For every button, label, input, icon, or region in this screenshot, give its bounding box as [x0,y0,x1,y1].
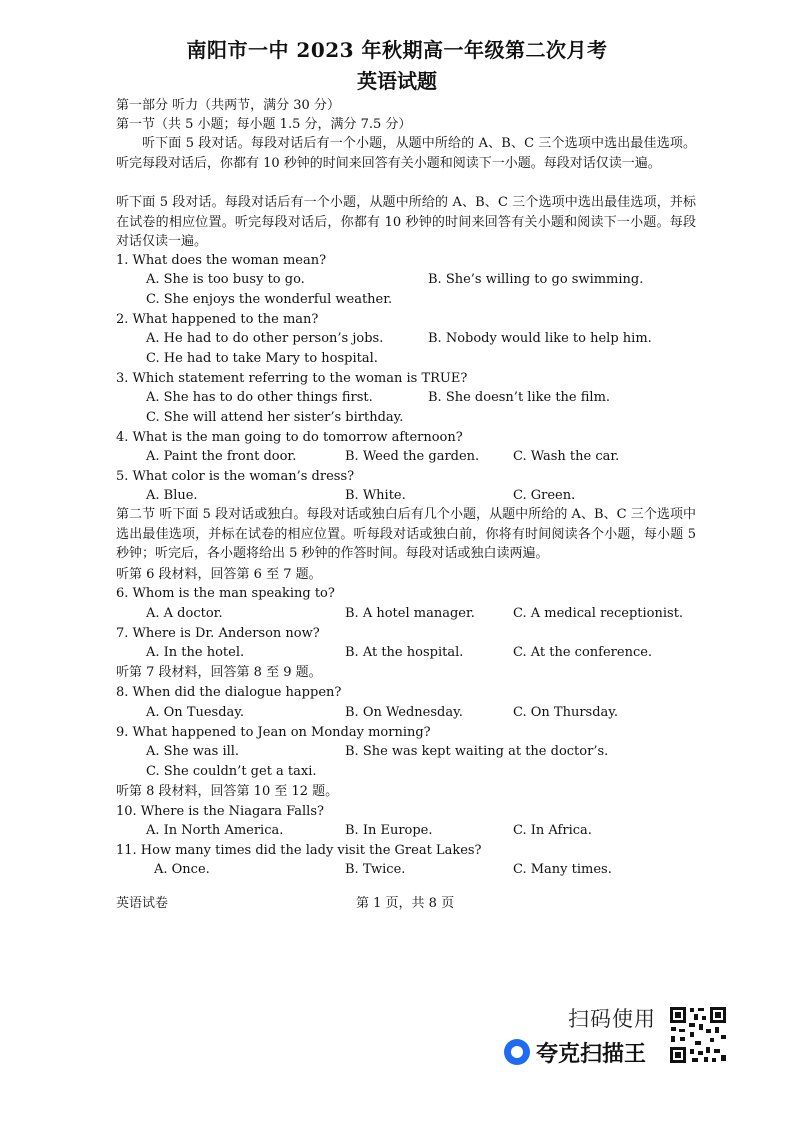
app-name: 夸克扫描王 [536,1042,647,1067]
option-c: C. In Africa. [513,823,592,838]
option-b: B. She was kept waiting at the doctor’s. [345,744,609,759]
question-stem: 1. What does the woman mean? [116,253,327,268]
option-b: B. At the hospital. [345,645,464,660]
option-b: B. A hotel manager. [345,606,475,621]
exam-title: 南阳市一中 2023 年秋期高一年级第二次月考 [186,38,608,62]
option-a: A. She has to do other things first. [146,390,373,405]
option-b: B. Nobody would like to help him. [428,331,652,346]
question-stem: 7. Where is Dr. Anderson now? [116,626,320,641]
scan-label: 扫码使用 [568,1007,656,1031]
option-a: A. She is too busy to go. [146,272,305,287]
exam-subtitle: 英语试题 [357,69,437,93]
question-stem: 9. What happened to Jean on Monday morning? [116,725,431,740]
option-a: A. In North America. [146,823,284,838]
question-stem: 5. What color is the woman’s dress? [116,469,355,484]
option-b: B. In Europe. [345,823,433,838]
option-c: C. A medical receptionist. [513,606,684,621]
option-c: C. On Thursday. [513,705,619,720]
option-b: B. She’s willing to go swimming. [428,272,644,287]
section1-instructions-a: 听下面 5 段对话。每段对话后有一个小题，从题中所给的 A、B、C 三个选项中选出最佳选项。听完每段对话后，你都有 10 秒钟的时间来回答有关小题和阅读下一小题。每段对话仅读一遍。 [116,136,696,171]
option-c: C. He had to take Mary to hospital. [146,351,378,366]
option-c: C. She couldn’t get a taxi. [146,764,317,779]
question-stem: 4. What is the man going to do tomorrow afternoon? [116,430,463,445]
option-a: A. On Tuesday. [146,705,245,720]
quark-logo-icon [504,1039,530,1065]
option-a: A. He had to do other person’s jobs. [146,331,384,346]
question-stem: 6. Whom is the man speaking to? [116,586,335,601]
question-stem: 10. Where is the Niagara Falls? [116,804,324,819]
option-b: B. Weed the garden. [345,449,480,464]
question-stem: 8. When did the dialogue happen? [116,685,342,700]
option-a: A. A doctor. [146,606,223,621]
material-heading: 听第 6 段材料，回答第 6 至 7 题。 [116,567,322,582]
part1-heading: 第一部分 听力（共两节，满分 30 分） [116,98,340,113]
option-a: A. Blue. [146,488,198,503]
qr-code-icon [668,1005,728,1065]
option-a: A. In the hotel. [146,645,245,660]
option-c: C. Many times. [513,862,612,877]
question-stem: 2. What happened to the man? [116,312,319,327]
option-b: B. Twice. [345,862,406,877]
material-heading: 听第 8 段材料，回答第 10 至 12 题。 [116,784,339,799]
section1-instructions-b: 听下面 5 段对话。每段对话后有一个小题，从题中所给的 A、B、C 三个选项中选出最佳选项，并标在试卷的相应位置。听完每段对话后，你都有 10 秒钟的时间来回答有关小题和阅读下一小题。每段对话仅读一遍。 [116,195,696,249]
option-a: A. Paint the front door. [146,449,297,464]
option-c: C. Wash the car. [513,449,620,464]
question-stem: 3. Which statement referring to the woman is TRUE? [116,371,468,386]
section1-heading: 第一节（共 5 小题；每小题 1.5 分，满分 7.5 分） [116,117,412,132]
question-stem: 11. How many times did the lady visit the Great Lakes? [116,843,482,858]
option-c: C. She will attend her sister’s birthday. [146,410,404,425]
option-b: B. White. [345,488,406,503]
option-a: A. Once. [154,862,210,877]
option-b: B. On Wednesday. [345,705,463,720]
option-b: B. She doesn’t like the film. [428,390,611,405]
option-c: C. She enjoys the wonderful weather. [146,292,393,307]
option-a: A. She was ill. [146,744,240,759]
footer-subject: 英语试卷 [116,896,169,911]
material-heading: 听第 7 段材料，回答第 8 至 9 题。 [116,665,322,680]
section2-instructions: 第二节 听下面 5 段对话或独白。每段对话或独白后有几个小题，从题中所给的 A、B、C 三个选项中选出最佳选项，并标在试卷的相应位置。听每段对话或独白前，你将有时间阅读各个小题，每小题 5 秒钟；听完后，各小题将给出 5 秒钟的作答时间。每段对话或独白读两遍。 [116,507,696,561]
page-number: 第 1 页，共 8 页 [356,896,455,911]
option-c: C. At the conference. [513,645,653,660]
option-c: C. Green. [513,488,576,503]
